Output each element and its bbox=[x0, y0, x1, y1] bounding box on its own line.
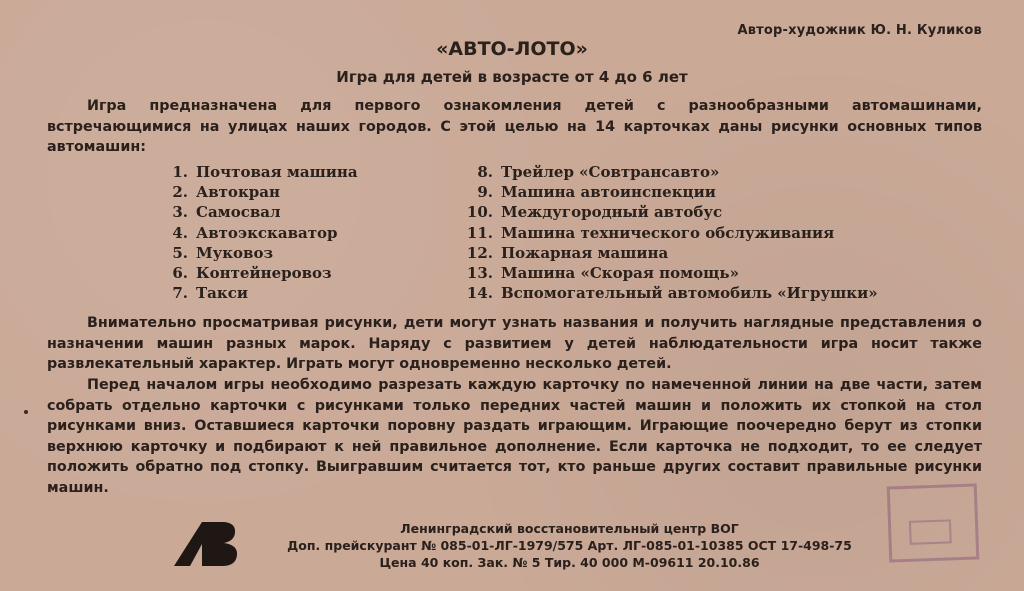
pricelist-info: Доп. прейскурант № 085-01-ЛГ-1979/575 Арт. ЛГ-085-01-10385 ОСТ 17-498-75 bbox=[287, 538, 852, 553]
list-item: 5. Муковоз bbox=[172, 243, 274, 262]
publisher-footer bbox=[245, 520, 894, 571]
list-item: 10. Междугородный автобус bbox=[466, 203, 723, 222]
intro-paragraph: Игра предназначена для первого ознакомления детей с разнообразными автомашинами, встречающимися на улицах наших городов. С этой целью на 14 карточках даны рисунки основных типов автомашин: bbox=[47, 98, 982, 156]
price-info: Цена 40 коп. Зак. № 5 Тир. 40 000 М-09611 20.10.86 bbox=[379, 555, 760, 570]
game-title: «АВТО-ЛОТО» bbox=[436, 38, 588, 60]
list-item: 8. Трейлер «Совтрансавто» bbox=[477, 163, 720, 181]
publisher-logo-icon bbox=[172, 520, 242, 568]
rules-paragraph: Перед началом игры необходимо разрезать каждую карточку по намеченной линии на две части, затем собрать отдельно карточки с рисунками только передних частей машин и положить их стопкой на стол рисунками вниз. Оставшиеся карточки поровну раздать играющим. Играющие поочередно берут из стопки верхнюю карточку и подбирают к ней правильное дополнение. Если карточка не подходит, то ее следует положить обратно под стопку. Выигравшим считается тот, кто раньше других составит правильные рисунки машин. bbox=[47, 377, 982, 496]
list-item: 14. Вспомогательный автомобиль «Игрушки» bbox=[466, 284, 878, 303]
list-item: 7. Такси bbox=[172, 284, 248, 303]
vehicle-list-right bbox=[463, 162, 878, 303]
ink-stamp bbox=[887, 483, 980, 562]
list-item: 13. Машина «Скорая помощь» bbox=[466, 264, 739, 283]
list-item: 4. Автоэкскаватор bbox=[172, 223, 338, 242]
author-credit: Автор-художник Ю. Н. Куликов bbox=[737, 23, 982, 38]
vehicle-list-left bbox=[170, 162, 358, 303]
list-item: 2. Автокран bbox=[172, 183, 280, 202]
game-subtitle: Игра для детей в возрасте от 4 до 6 лет bbox=[336, 68, 688, 86]
publisher-name: Ленинградский восстановительный центр ВОГ bbox=[400, 521, 739, 536]
list-item: 9. Машина автоинспекции bbox=[477, 183, 716, 202]
print-speck bbox=[24, 410, 28, 414]
list-item: 6. Контейнеровоз bbox=[172, 264, 332, 283]
description-paragraph: Внимательно просматривая рисунки, дети могут узнать названия и получить наглядные представления о назначении машин разных марок. Наряду с развитием у детей наблюдательности игра носит также развлекательный характер. Играть могут одновременно несколько детей. bbox=[47, 315, 982, 373]
list-item: 3. Самосвал bbox=[172, 203, 281, 222]
list-item: 1. Почтовая машина bbox=[172, 163, 358, 181]
list-item: 12. Пожарная машина bbox=[466, 243, 669, 262]
list-item: 11. Машина технического обслуживания bbox=[466, 223, 835, 242]
